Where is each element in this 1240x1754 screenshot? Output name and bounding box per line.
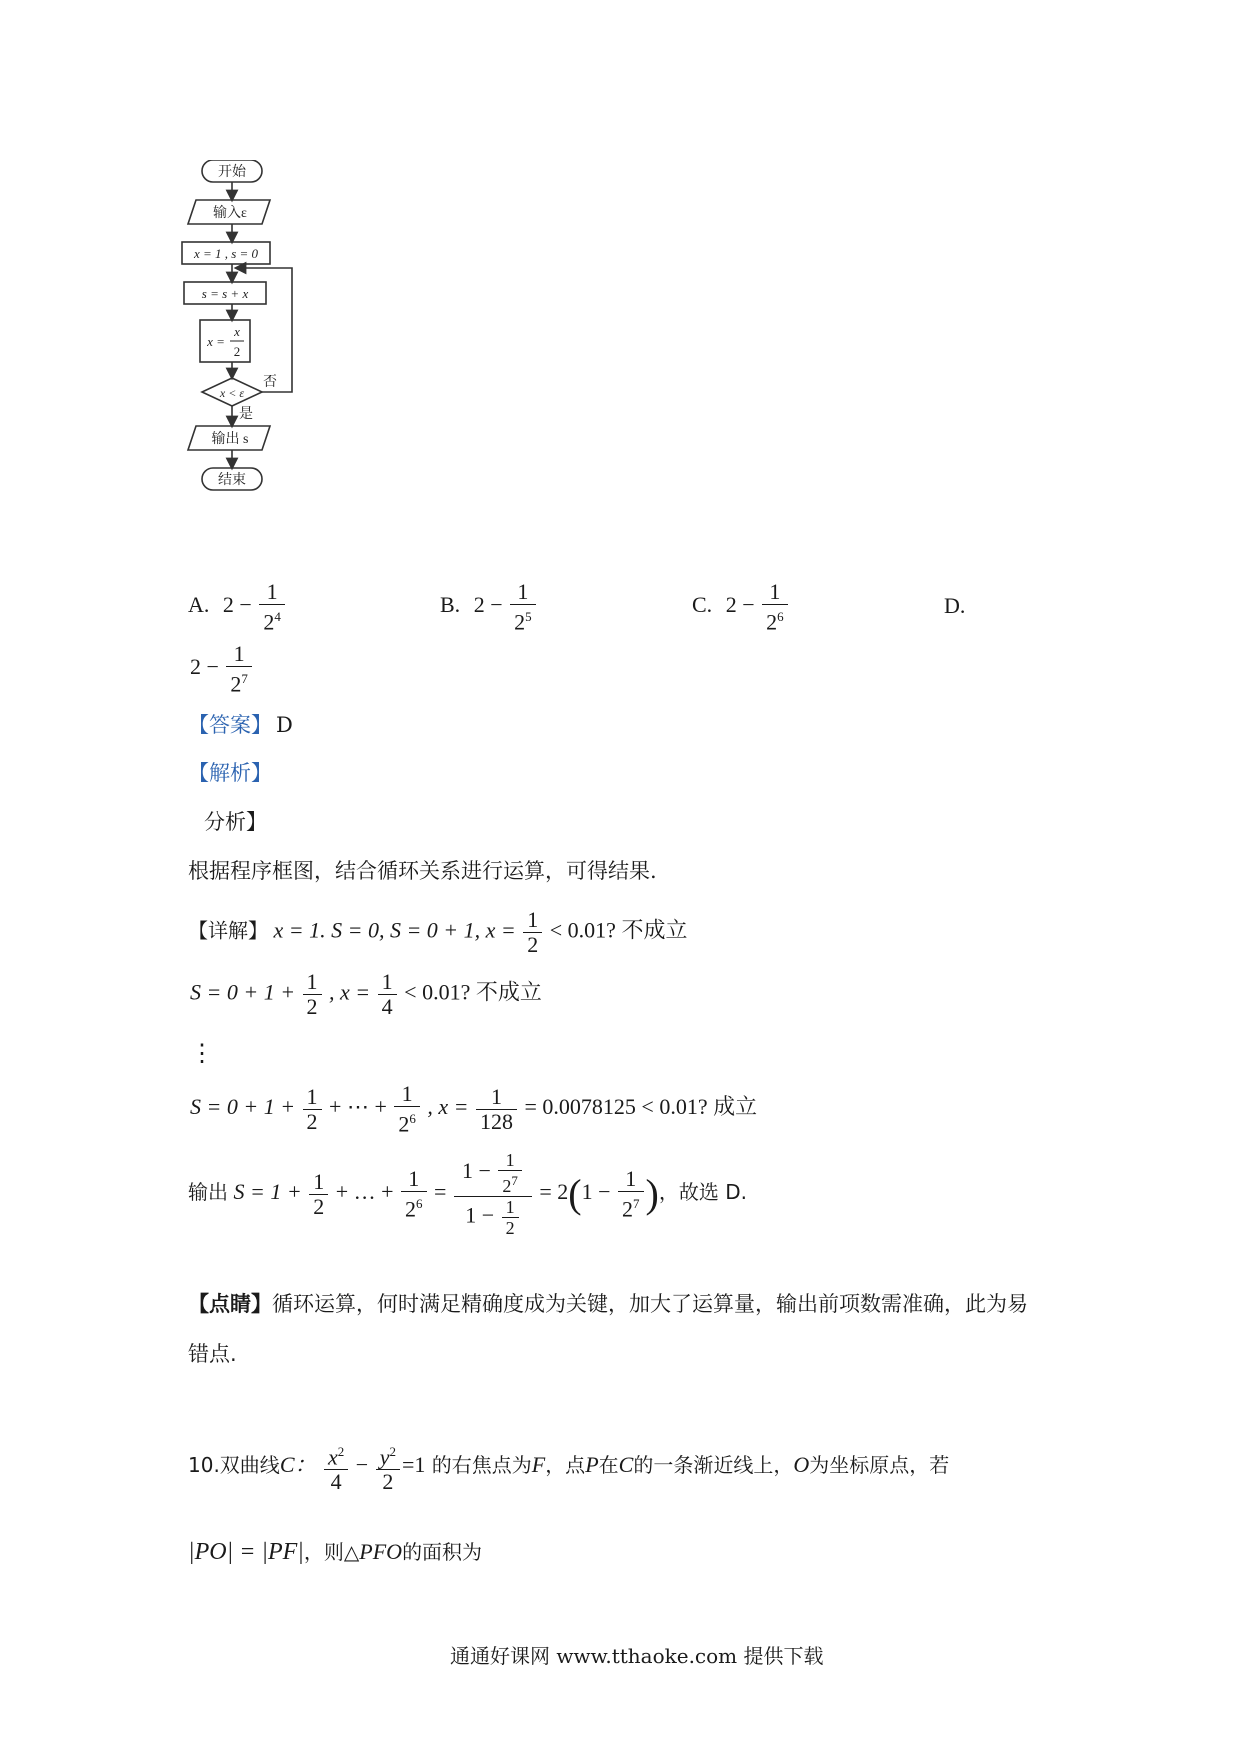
option-b [440, 580, 538, 634]
flow-input-text: 输入ε [213, 206, 247, 221]
flow-yes-label: 是 [239, 407, 253, 422]
option-a-prefix: 2 − [222, 592, 252, 618]
out-big-num-fexp: 7 [511, 1173, 518, 1188]
option-c-num: 1 [762, 580, 788, 605]
flow-halve-num: x [234, 324, 240, 339]
option-a-label: A. [188, 592, 210, 618]
out-big-den-fden: 2 [505, 1218, 515, 1238]
option-b-num: 1 [510, 580, 536, 605]
detail-output-line: 输出 S = 1 + $\frac{1}{2}$ + … + $\frac{1}{2^6}$ = 1 − $\frac{1}{2^7}$ 1 − $\frac{1}{2}$ = 2(1 − $\frac{1}{2^7}$ )，故选 D. [188, 1150, 747, 1238]
detail-l3-den2: 2 [398, 1111, 410, 1137]
out-b: + … + [335, 1179, 394, 1205]
q10-f2-num: y [379, 1444, 390, 1470]
detail-l3-b: + ⋯ + [329, 1094, 387, 1120]
detail-l1-b: < 0.01? 不成立 [549, 917, 688, 943]
option-d-label-wrap [944, 592, 965, 620]
detail-vdots: ⋮ [190, 1041, 214, 1067]
q10-text-c: 在 [598, 1453, 619, 1478]
out-eq2: = 2 [539, 1179, 569, 1205]
detail-l2-num: 1 [303, 970, 322, 995]
detail-l3-c: , x = [427, 1094, 469, 1120]
flow-no-label: 否 [263, 375, 277, 390]
option-c-prefix: 2 − [725, 592, 755, 618]
detail-l3-d: = 0.0078125 < 0.01? 成立 [524, 1094, 758, 1120]
answer-value: D [276, 713, 293, 737]
q10-P: P [585, 1452, 599, 1478]
option-b-exp: 5 [525, 609, 532, 624]
flow-sum-text: s = s + x [201, 286, 249, 301]
out-num: 1 [309, 1170, 328, 1195]
page-footer: 通通好课网 www.tthaoke.com 提供下载 [450, 1644, 824, 1668]
option-d-den: 2 [230, 671, 242, 697]
option-d-num: 1 [226, 642, 252, 667]
q10-prefix: 10.双曲线 [188, 1453, 280, 1478]
answer-tag: 【答案】 [188, 713, 272, 737]
flow-init-text: x = 1 , s = 0 [193, 246, 259, 261]
detail-l1-a: x = 1. S = 0, S = 0 + 1, x = [273, 917, 516, 943]
q10-text-e: 为坐标原点，若 [809, 1453, 950, 1478]
detail-l3-den2-exp: 6 [409, 1111, 416, 1126]
out-paren-exp: 7 [633, 1195, 640, 1211]
detail-line-2 [190, 970, 542, 1019]
q10-c-name: C： [279, 1452, 317, 1478]
option-c-label: C. [692, 592, 713, 618]
option-d [190, 642, 254, 696]
q10-f1-exp: 2 [337, 1444, 345, 1459]
q10-O: O [793, 1452, 810, 1478]
q10-f1-den: 4 [330, 1469, 342, 1495]
out-den2-exp: 6 [416, 1195, 423, 1211]
detail-l3-num: 1 [303, 1085, 322, 1110]
option-c-exp: 6 [777, 609, 784, 624]
detail-line-3 [190, 1082, 757, 1136]
detail-l1-num: 1 [523, 908, 542, 933]
flow-start-text: 开始 [218, 165, 246, 180]
out-end: ，故选 D. [658, 1180, 747, 1205]
option-b-prefix: 2 − [473, 592, 503, 618]
tip-text-1: 循环运算，何时满足精确度成为关键，加大了运算量，输出前项数需准确，此为易 [272, 1292, 1028, 1316]
sub-analysis: 分析】 [204, 810, 267, 834]
out-big-num-a: 1 − [461, 1158, 491, 1184]
option-c [692, 580, 790, 634]
detail-line-1 [188, 908, 687, 957]
detail-l3-den: 2 [306, 1108, 318, 1134]
detail-l3-a: S = 0 + 1 + [190, 1094, 296, 1120]
q10-l2-c: 的面积为 [402, 1540, 483, 1564]
flow-halve-den: 2 [233, 344, 241, 359]
detail-tag: 【详解】 [188, 918, 268, 943]
out-paren-den: 2 [622, 1196, 634, 1222]
q10-f2-den: 2 [382, 1469, 394, 1495]
option-b-label: B. [440, 592, 461, 618]
flowchart [180, 160, 350, 555]
option-b-den: 2 [514, 609, 526, 635]
analysis-tag: 【解析】 [188, 761, 272, 785]
q10-minus: − [355, 1452, 369, 1478]
tip-tag: 【点睛】 [188, 1292, 272, 1316]
q10-eq: =1 [401, 1452, 426, 1478]
flow-output-text: 输出 s [211, 432, 249, 447]
out-paren-num: 1 [618, 1167, 644, 1192]
tip-line-1 [188, 1290, 1028, 1318]
out-big-den-a: 1 − [465, 1202, 495, 1228]
q10-F: F [531, 1452, 546, 1478]
q10-text-d: 的一条渐近线上， [633, 1453, 794, 1478]
option-d-prefix: 2 − [190, 654, 219, 680]
out-big-fraction [454, 1150, 532, 1238]
detail-l2-den2: 4 [381, 994, 393, 1019]
flow-end-text: 结束 [218, 473, 246, 488]
flow-halve-lhs: x = [207, 334, 225, 349]
q10-f1-num: x [328, 1444, 338, 1470]
q10-l2-tri: PFO [359, 1539, 403, 1564]
out-num2: 1 [401, 1167, 427, 1192]
out-paren-a: 1 − [581, 1179, 611, 1205]
option-a-num: 1 [259, 580, 285, 605]
flow-cond-text: x < ε [219, 386, 245, 400]
detail-l2-b: , x = [329, 979, 371, 1005]
option-d-exp: 7 [241, 671, 248, 686]
option-d-label: D. [944, 593, 966, 618]
answer-line [188, 711, 293, 739]
out-den: 2 [313, 1193, 325, 1219]
q10-C2: C [618, 1452, 634, 1478]
detail-l2-num2: 1 [378, 970, 397, 995]
q10-l2-b: ，则△ [303, 1540, 360, 1564]
analysis-text: 根据程序框图，结合循环关系进行运算，可得结果. [188, 859, 657, 883]
detail-l1-den: 2 [527, 932, 539, 957]
option-a [188, 580, 287, 634]
out-big-num-fnum: 1 [498, 1150, 522, 1171]
detail-l3-num2: 1 [394, 1082, 420, 1107]
q10-text-b: ，点 [545, 1453, 586, 1478]
q10-line-1 [188, 1440, 949, 1494]
q10-text-a: 的右焦点为 [425, 1453, 532, 1478]
detail-l3-num3: 1 [476, 1085, 517, 1110]
detail-l2-c: < 0.01? 不成立 [404, 979, 542, 1005]
tip-text-2: 错点. [188, 1342, 237, 1366]
detail-l2-den: 2 [306, 994, 318, 1019]
out-eq: = [434, 1179, 447, 1205]
option-c-den: 2 [766, 609, 778, 635]
detail-l3-den3: 128 [480, 1108, 513, 1134]
q10-l2-a: |PO| = |PF| [188, 1539, 304, 1565]
q10-f2-exp: 2 [389, 1444, 396, 1459]
out-den2: 2 [405, 1196, 417, 1222]
option-a-exp: 4 [274, 609, 281, 624]
detail-l2-a: S = 0 + 1 + [190, 979, 296, 1005]
out-prefix: 输出 [188, 1180, 228, 1205]
out-a: S = 1 + [233, 1179, 302, 1205]
option-a-den: 2 [263, 609, 275, 635]
out-big-den-fnum: 1 [502, 1197, 519, 1218]
q10-line-2 [188, 1538, 482, 1566]
out-big-num-fden: 2 [502, 1176, 512, 1196]
